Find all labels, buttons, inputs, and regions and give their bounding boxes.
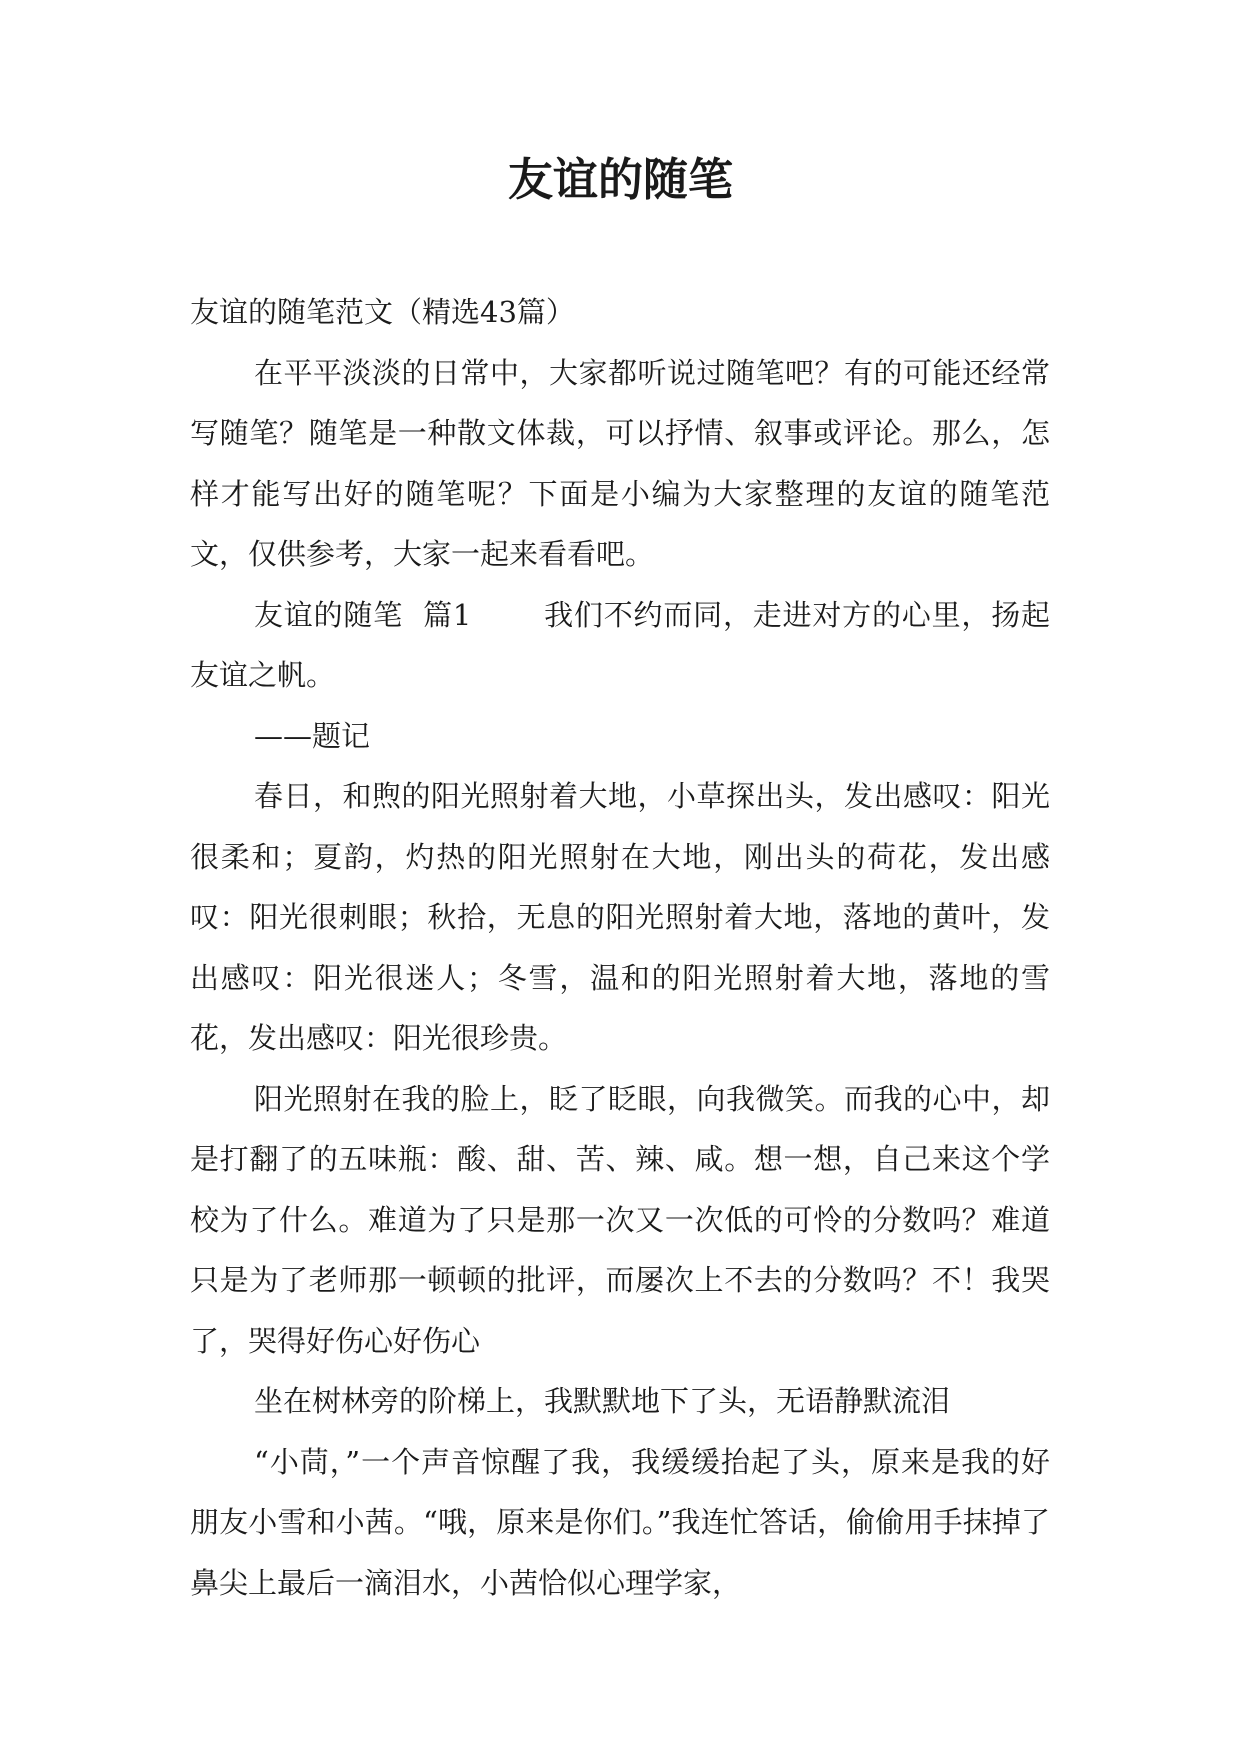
document-title: 友谊的随笔 [507,153,733,206]
body-paragraph: 坐在树林旁的阶梯上，我默默地下了头，无语静默流泪 [254,1384,951,1418]
intro-paragraph: 在平平淡淡的日常中，大家都听说过随笔吧？有的可能还经常写随笔？随笔是一种散文体裁，可以抒情、叙事或评论。那么，怎样才能写出好的随笔呢？下面是小编为大家整理的友谊的随笔范文，仅供参考，大家一起来看看吧。 [190,355,1050,571]
section-first-line: 我们不约而同，走进对方的心里，扬起友谊之帆。 [190,597,1050,692]
section-heading: 友谊的随笔 篇1 [254,597,472,632]
document-body [190,282,1050,1613]
body-paragraph: 春日，和煦的阳光照射着大地，小草探出头，发出感叹：阳光很柔和；夏韵，灼热的阳光照射在大地，刚出头的荷花，发出感叹：阳光很刺眼；秋拾，无息的阳光照射着大地，落地的黄叶，发出感叹：阳光很迷人；冬雪，温和的阳光照射着大地，落地的雪花，发出感叹：阳光很珍贵。 [190,779,1050,1055]
document-subtitle: 友谊的随笔范文（精选43篇） [190,295,575,329]
body-paragraph: “小茼，”一个声音惊醒了我，我缓缓抬起了头，原来是我的好朋友小雪和小茜。“哦，原来是你们。”我连忙答话，偷偷用手抹掉了鼻尖上最后一滴泪水，小茜恰似心理学家， [190,1444,1050,1600]
epigraph: ——题记 [254,718,371,753]
section-heading-paragraph [190,585,1050,706]
body-paragraph: 阳光照射在我的脸上，眨了眨眼，向我微笑。而我的心中，却是打翻了的五味瓶：酸、甜、苦、辣、咸。想一想，自己来这个学校为了什么。难道为了只是那一次又一次低的可怜的分数吗？难道只是为了老师那一顿顿的批评，而屡次上不去的分数吗？不！我哭了，哭得好伤心好伤心 [190,1081,1050,1358]
